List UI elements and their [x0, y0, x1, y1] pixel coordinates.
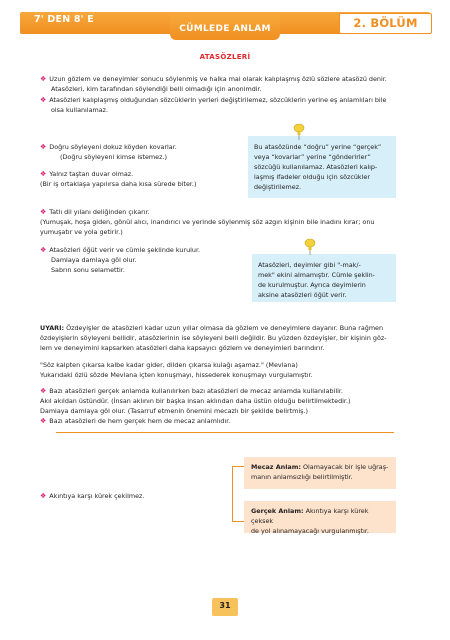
gercek-line-1: Gerçek Anlam: Akıntıya karşı kürek çeksek [251, 507, 369, 525]
figurative-meaning-box [244, 457, 396, 489]
section-divider [56, 432, 394, 433]
meanings-example-1: Akıl akıldan üstündür. (İnsan aklının bir başka insan aklından daha üstün olduğu belirtilmektedir.) [40, 397, 351, 405]
example-1-proverb: ❖ Doğru söyleyeni dokuz köyden kovarlar. [40, 143, 177, 151]
note-1-line: sözcüğü kullanılamaz. Atasözleri kalıp- [254, 163, 378, 171]
intro-line-3: ❖ Atasözleri kalıplaşmış olduğundan sözcüklerin yerleri değiştirilemez, sözcüklerin yerine eş anlamlıları bile [40, 96, 387, 104]
intro-line-2: Atasözleri, kim tarafından söylendiği belli olmadığı için anonimdir. [51, 85, 262, 93]
example-3-proverb: ❖ Tatlı dil yılanı deliğinden çıkarır. [40, 208, 150, 216]
meanings-rule: ❖ Bazı atasözleri gerçek anlamda kullanılırken bazı atasözleri de mecaz anlamda kullanılabilir. [40, 387, 343, 395]
mecaz-line-1: Mecaz Anlam: Olamayacak bir işle uğraş- [251, 463, 389, 471]
gercek-line-2: de yol alınamayacağı vurgulanmıştır. [251, 527, 369, 535]
gercek-label: Gerçek Anlam: [251, 507, 304, 515]
diamond-bullet-icon: ❖ [40, 208, 47, 216]
note-1-line: Bu atasözünde “doğru” yerine “gerçek” [254, 143, 382, 151]
diamond-bullet-icon: ❖ [40, 492, 47, 500]
note-2-line: Atasözleri, deyimler gibi "-mak/- [258, 261, 361, 269]
quote-explanation: Yukarıdaki özlü sözde Mevlana içten konuşmayı, hissederek konuşmayı vurgulamıştır. [40, 371, 313, 379]
quote-text: "Söz kalpten çıkarsa kalbe kadar gider, dilden çıkarsa kulağı aşamaz." (Mevlana) [40, 361, 298, 369]
info-note-1 [248, 136, 396, 198]
diamond-bullet-icon: ❖ [40, 417, 47, 425]
note-2-line: mek" ekini almamıştır. Cümle şeklin- [258, 271, 375, 279]
intro-line-1: ❖ Uzun gözlem ve deneyimler sonucu söylenmiş ve halka mal olarak kalıplaşmış özlü sözlere atasözü denir. [40, 75, 387, 83]
pushpin-icon [303, 238, 317, 256]
advice-example-1: Damlaya damlaya göl olur. [51, 256, 137, 264]
bracket-connector [232, 466, 244, 522]
note-2-line: de kurulmuştur. Ayrıca deyimlerin [258, 281, 366, 289]
page-title: ATASÖZLERİ [199, 53, 251, 61]
chapter-title: CÜMLEDE ANLAM [179, 24, 271, 34]
advice-example-2: Sabrın sonu selamettir. [51, 266, 125, 274]
example-3-meaning-2: yumuşatır ve yola getirir.) [40, 228, 123, 236]
pushpin-icon [292, 123, 306, 141]
figurative-proverb: ❖ Akıntıya karşı kürek çekilmez. [40, 492, 145, 500]
advice-rule: ❖ Atasözleri öğüt verir ve cümle şeklinde kurulur. [40, 246, 201, 254]
warning-line-1: UYARI: Özdeyişler de atasözleri kadar uzun yıllar olmasa da gözlem ve deneyimlere dayanır. Buna rağmen [40, 324, 384, 332]
warning-label: UYARI: [40, 324, 65, 332]
diamond-bullet-icon: ❖ [40, 96, 47, 104]
example-2-proverb: ❖ Yalnız taştan duvar olmaz. [40, 170, 134, 178]
meanings-example-2: Damlaya damlaya göl olur. (Tasarruf etmenin önemini mecazlı bir şekilde belirtmiş.) [40, 407, 309, 415]
info-note-2 [252, 254, 396, 302]
warning-line-2: özdeyişlerin söyleyeni bellidir, atasözlerinin ise söyleyeni belli değildir. Bu yüzden özdeyişler, bir kişinin göz- [40, 334, 387, 342]
page-number: 31 [219, 601, 231, 610]
warning-line-3: lem ve deneyimini kapsarken atasözleri daha kapsayıcı gözlem ve deneyimleri barındırır. [40, 344, 325, 352]
intro-line-4: olsa kullanılamaz. [51, 106, 109, 114]
note-1-line: veya “kovarlar” yerine “gönderirler” [254, 153, 371, 161]
example-3-meaning-1: (Yumuşak, hoşa giden, gönül alıcı, inandırıcı ve yerinde söylenmiş söz azgın kişinin bile inadını kırar; onu [40, 218, 375, 226]
grade-label: 7' DEN 8' E [34, 14, 94, 25]
diamond-bullet-icon: ❖ [40, 143, 47, 151]
meanings-rule-2: ❖ Bazı atasözleri de hem gerçek hem de mecaz anlamlıdır. [40, 417, 231, 425]
mecaz-label: Mecaz Anlam: [251, 463, 301, 471]
mecaz-line-2: manın anlamsızlığı belirtilmiştir. [251, 473, 353, 481]
section-badge: 2. BÖLÜM [353, 16, 418, 30]
note-2-line: aksine atasözleri öğüt verir. [258, 291, 347, 299]
example-2-meaning: (Bir iş ortaklaşa yapılırsa daha kısa sürede biter.) [40, 180, 197, 188]
diamond-bullet-icon: ❖ [40, 246, 47, 254]
page-header [0, 0, 450, 40]
diamond-bullet-icon: ❖ [40, 170, 47, 178]
example-1-meaning: (Doğru söyleyeni kimse istemez.) [60, 153, 167, 161]
note-1-line: laşmış ifadeler olduğu için sözcükler [254, 173, 370, 181]
diamond-bullet-icon: ❖ [40, 75, 47, 83]
note-1-line: değiştirilemez. [254, 183, 302, 191]
diamond-bullet-icon: ❖ [40, 387, 47, 395]
literal-meaning-box [244, 501, 396, 533]
